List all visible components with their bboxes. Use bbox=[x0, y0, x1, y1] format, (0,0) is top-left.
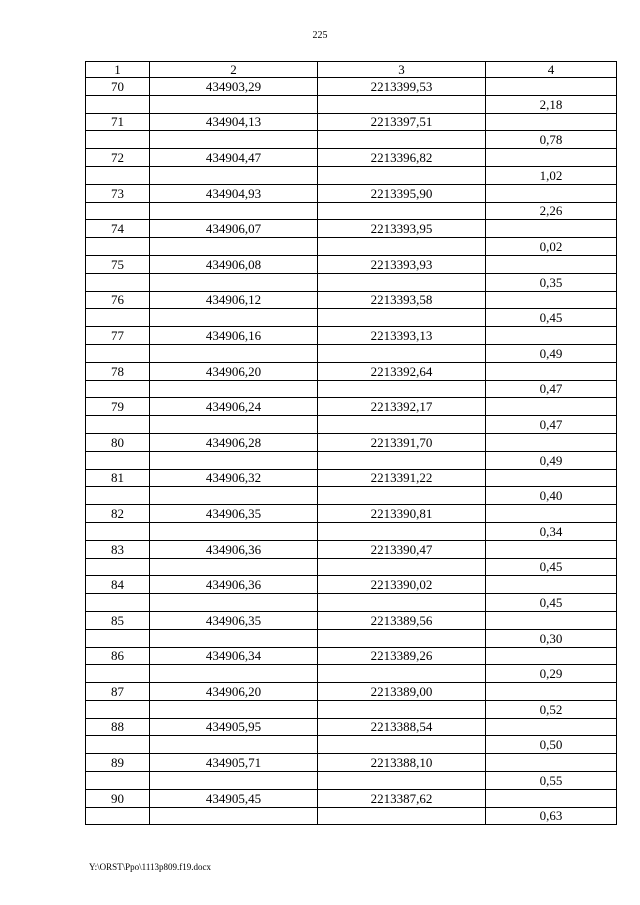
empty-cell bbox=[318, 131, 486, 149]
column-header-2: 2 bbox=[150, 62, 318, 78]
empty-cell bbox=[318, 309, 486, 327]
empty-cell bbox=[486, 540, 617, 558]
distance-cell: 0,49 bbox=[486, 451, 617, 469]
x-coordinate-cell: 434906,20 bbox=[150, 683, 318, 701]
empty-cell bbox=[150, 700, 318, 718]
y-coordinate-cell: 2213387,62 bbox=[318, 789, 486, 807]
table-row bbox=[86, 220, 617, 238]
empty-cell bbox=[486, 754, 617, 772]
table-row bbox=[86, 487, 617, 505]
empty-cell bbox=[318, 238, 486, 256]
empty-cell bbox=[486, 647, 617, 665]
distance-cell: 0,47 bbox=[486, 416, 617, 434]
empty-cell bbox=[86, 273, 150, 291]
empty-cell bbox=[86, 487, 150, 505]
y-coordinate-cell: 2213399,53 bbox=[318, 78, 486, 96]
point-number-cell: 80 bbox=[86, 433, 150, 451]
point-number-cell: 85 bbox=[86, 611, 150, 629]
empty-cell bbox=[150, 131, 318, 149]
table-row bbox=[86, 78, 617, 96]
empty-cell bbox=[150, 273, 318, 291]
empty-cell bbox=[486, 576, 617, 594]
empty-cell bbox=[318, 772, 486, 790]
x-coordinate-cell: 434906,36 bbox=[150, 540, 318, 558]
table-row bbox=[86, 398, 617, 416]
empty-cell bbox=[150, 807, 318, 825]
distance-cell: 0,63 bbox=[486, 807, 617, 825]
y-coordinate-cell: 2213389,26 bbox=[318, 647, 486, 665]
empty-cell bbox=[150, 416, 318, 434]
empty-cell bbox=[486, 220, 617, 238]
empty-cell bbox=[86, 451, 150, 469]
table-row bbox=[86, 291, 617, 309]
table-row bbox=[86, 665, 617, 683]
table-row bbox=[86, 807, 617, 825]
empty-cell bbox=[318, 344, 486, 362]
empty-cell bbox=[150, 202, 318, 220]
empty-cell bbox=[486, 255, 617, 273]
x-coordinate-cell: 434903,29 bbox=[150, 78, 318, 96]
point-number-cell: 71 bbox=[86, 113, 150, 131]
empty-cell bbox=[86, 380, 150, 398]
table-row bbox=[86, 255, 617, 273]
table-row bbox=[86, 344, 617, 362]
empty-cell bbox=[150, 487, 318, 505]
y-coordinate-cell: 2213393,58 bbox=[318, 291, 486, 309]
empty-cell bbox=[86, 594, 150, 612]
distance-cell: 0,47 bbox=[486, 380, 617, 398]
x-coordinate-cell: 434904,13 bbox=[150, 113, 318, 131]
empty-cell bbox=[150, 594, 318, 612]
empty-cell bbox=[86, 202, 150, 220]
distance-cell: 0,45 bbox=[486, 558, 617, 576]
table-row bbox=[86, 647, 617, 665]
y-coordinate-cell: 2213392,64 bbox=[318, 362, 486, 380]
y-coordinate-cell: 2213390,47 bbox=[318, 540, 486, 558]
empty-cell bbox=[486, 398, 617, 416]
empty-cell bbox=[86, 416, 150, 434]
empty-cell bbox=[486, 789, 617, 807]
empty-cell bbox=[318, 451, 486, 469]
empty-cell bbox=[150, 736, 318, 754]
y-coordinate-cell: 2213391,22 bbox=[318, 469, 486, 487]
empty-cell bbox=[318, 202, 486, 220]
empty-cell bbox=[150, 95, 318, 113]
y-coordinate-cell: 2213390,02 bbox=[318, 576, 486, 594]
empty-cell bbox=[86, 700, 150, 718]
y-coordinate-cell: 2213390,81 bbox=[318, 505, 486, 523]
table-row bbox=[86, 772, 617, 790]
table-row bbox=[86, 683, 617, 701]
x-coordinate-cell: 434906,16 bbox=[150, 327, 318, 345]
coordinates-table bbox=[85, 61, 617, 825]
x-coordinate-cell: 434906,34 bbox=[150, 647, 318, 665]
point-number-cell: 72 bbox=[86, 149, 150, 167]
table-row bbox=[86, 166, 617, 184]
table-row bbox=[86, 309, 617, 327]
empty-cell bbox=[318, 665, 486, 683]
table-row bbox=[86, 238, 617, 256]
distance-cell: 0,49 bbox=[486, 344, 617, 362]
empty-cell bbox=[486, 433, 617, 451]
empty-cell bbox=[150, 665, 318, 683]
empty-cell bbox=[486, 718, 617, 736]
point-number-cell: 81 bbox=[86, 469, 150, 487]
table-row bbox=[86, 113, 617, 131]
empty-cell bbox=[150, 558, 318, 576]
table-row bbox=[86, 718, 617, 736]
point-number-cell: 86 bbox=[86, 647, 150, 665]
distance-cell: 0,45 bbox=[486, 309, 617, 327]
distance-cell: 0,29 bbox=[486, 665, 617, 683]
distance-cell: 0,02 bbox=[486, 238, 617, 256]
y-coordinate-cell: 2213397,51 bbox=[318, 113, 486, 131]
empty-cell bbox=[318, 594, 486, 612]
empty-cell bbox=[486, 611, 617, 629]
distance-cell: 0,50 bbox=[486, 736, 617, 754]
x-coordinate-cell: 434906,08 bbox=[150, 255, 318, 273]
empty-cell bbox=[486, 291, 617, 309]
empty-cell bbox=[86, 629, 150, 647]
table-row bbox=[86, 594, 617, 612]
x-coordinate-cell: 434906,07 bbox=[150, 220, 318, 238]
table-row bbox=[86, 380, 617, 398]
empty-cell bbox=[486, 505, 617, 523]
table-row bbox=[86, 700, 617, 718]
empty-cell bbox=[318, 416, 486, 434]
table-row bbox=[86, 522, 617, 540]
empty-cell bbox=[150, 522, 318, 540]
empty-cell bbox=[486, 149, 617, 167]
column-header-3: 3 bbox=[318, 62, 486, 78]
point-number-cell: 88 bbox=[86, 718, 150, 736]
empty-cell bbox=[150, 451, 318, 469]
x-coordinate-cell: 434906,24 bbox=[150, 398, 318, 416]
y-coordinate-cell: 2213393,13 bbox=[318, 327, 486, 345]
empty-cell bbox=[486, 469, 617, 487]
table-row bbox=[86, 629, 617, 647]
empty-cell bbox=[150, 772, 318, 790]
point-number-cell: 78 bbox=[86, 362, 150, 380]
empty-cell bbox=[318, 736, 486, 754]
distance-cell: 0,40 bbox=[486, 487, 617, 505]
empty-cell bbox=[486, 113, 617, 131]
y-coordinate-cell: 2213388,54 bbox=[318, 718, 486, 736]
distance-cell: 1,02 bbox=[486, 166, 617, 184]
table-row bbox=[86, 451, 617, 469]
table-row bbox=[86, 131, 617, 149]
column-header-1: 1 bbox=[86, 62, 150, 78]
point-number-cell: 74 bbox=[86, 220, 150, 238]
table-row bbox=[86, 789, 617, 807]
x-coordinate-cell: 434905,71 bbox=[150, 754, 318, 772]
table-row bbox=[86, 149, 617, 167]
table-row bbox=[86, 736, 617, 754]
table-row bbox=[86, 327, 617, 345]
y-coordinate-cell: 2213389,00 bbox=[318, 683, 486, 701]
distance-cell: 0,30 bbox=[486, 629, 617, 647]
empty-cell bbox=[486, 683, 617, 701]
empty-cell bbox=[318, 629, 486, 647]
table-row bbox=[86, 95, 617, 113]
empty-cell bbox=[86, 665, 150, 683]
x-coordinate-cell: 434906,36 bbox=[150, 576, 318, 594]
point-number-cell: 89 bbox=[86, 754, 150, 772]
distance-cell: 0,45 bbox=[486, 594, 617, 612]
empty-cell bbox=[86, 522, 150, 540]
x-coordinate-cell: 434905,95 bbox=[150, 718, 318, 736]
x-coordinate-cell: 434904,93 bbox=[150, 184, 318, 202]
x-coordinate-cell: 434906,12 bbox=[150, 291, 318, 309]
table-row bbox=[86, 416, 617, 434]
x-coordinate-cell: 434906,35 bbox=[150, 611, 318, 629]
table-row bbox=[86, 754, 617, 772]
point-number-cell: 76 bbox=[86, 291, 150, 309]
empty-cell bbox=[318, 95, 486, 113]
point-number-cell: 90 bbox=[86, 789, 150, 807]
empty-cell bbox=[86, 238, 150, 256]
table-row bbox=[86, 540, 617, 558]
empty-cell bbox=[486, 327, 617, 345]
point-number-cell: 73 bbox=[86, 184, 150, 202]
table-row bbox=[86, 558, 617, 576]
table-row bbox=[86, 202, 617, 220]
table-row bbox=[86, 611, 617, 629]
point-number-cell: 82 bbox=[86, 505, 150, 523]
empty-cell bbox=[318, 558, 486, 576]
column-header-4: 4 bbox=[486, 62, 617, 78]
x-coordinate-cell: 434906,32 bbox=[150, 469, 318, 487]
empty-cell bbox=[486, 362, 617, 380]
empty-cell bbox=[318, 166, 486, 184]
page-number: 225 bbox=[312, 30, 328, 41]
table-row bbox=[86, 576, 617, 594]
empty-cell bbox=[86, 131, 150, 149]
table-row bbox=[86, 273, 617, 291]
distance-cell: 0,34 bbox=[486, 522, 617, 540]
y-coordinate-cell: 2213396,82 bbox=[318, 149, 486, 167]
empty-cell bbox=[150, 238, 318, 256]
x-coordinate-cell: 434904,47 bbox=[150, 149, 318, 167]
empty-cell bbox=[86, 772, 150, 790]
empty-cell bbox=[86, 95, 150, 113]
empty-cell bbox=[86, 344, 150, 362]
distance-cell: 0,55 bbox=[486, 772, 617, 790]
empty-cell bbox=[150, 629, 318, 647]
point-number-cell: 79 bbox=[86, 398, 150, 416]
empty-cell bbox=[486, 184, 617, 202]
empty-cell bbox=[86, 166, 150, 184]
distance-cell: 2,18 bbox=[486, 95, 617, 113]
distance-cell: 0,35 bbox=[486, 273, 617, 291]
point-number-cell: 70 bbox=[86, 78, 150, 96]
empty-cell bbox=[86, 736, 150, 754]
point-number-cell: 87 bbox=[86, 683, 150, 701]
y-coordinate-cell: 2213395,90 bbox=[318, 184, 486, 202]
table-row bbox=[86, 433, 617, 451]
empty-cell bbox=[318, 700, 486, 718]
y-coordinate-cell: 2213391,70 bbox=[318, 433, 486, 451]
point-number-cell: 83 bbox=[86, 540, 150, 558]
empty-cell bbox=[486, 78, 617, 96]
empty-cell bbox=[86, 807, 150, 825]
x-coordinate-cell: 434905,45 bbox=[150, 789, 318, 807]
y-coordinate-cell: 2213393,95 bbox=[318, 220, 486, 238]
x-coordinate-cell: 434906,28 bbox=[150, 433, 318, 451]
table-row bbox=[86, 362, 617, 380]
point-number-cell: 75 bbox=[86, 255, 150, 273]
empty-cell bbox=[86, 309, 150, 327]
distance-cell: 0,78 bbox=[486, 131, 617, 149]
table-row bbox=[86, 184, 617, 202]
point-number-cell: 77 bbox=[86, 327, 150, 345]
empty-cell bbox=[318, 807, 486, 825]
empty-cell bbox=[318, 273, 486, 291]
footer-file-path: Y:\ORST\Ppo\1113p809.f19.docx bbox=[89, 862, 212, 872]
x-coordinate-cell: 434906,20 bbox=[150, 362, 318, 380]
point-number-cell: 84 bbox=[86, 576, 150, 594]
y-coordinate-cell: 2213389,56 bbox=[318, 611, 486, 629]
empty-cell bbox=[318, 380, 486, 398]
y-coordinate-cell: 2213388,10 bbox=[318, 754, 486, 772]
empty-cell bbox=[150, 166, 318, 184]
table-row bbox=[86, 505, 617, 523]
table-header-row bbox=[86, 62, 617, 78]
y-coordinate-cell: 2213393,93 bbox=[318, 255, 486, 273]
x-coordinate-cell: 434906,35 bbox=[150, 505, 318, 523]
empty-cell bbox=[318, 522, 486, 540]
empty-cell bbox=[150, 344, 318, 362]
distance-cell: 2,26 bbox=[486, 202, 617, 220]
table-row bbox=[86, 469, 617, 487]
empty-cell bbox=[86, 558, 150, 576]
distance-cell: 0,52 bbox=[486, 700, 617, 718]
empty-cell bbox=[150, 380, 318, 398]
empty-cell bbox=[150, 309, 318, 327]
empty-cell bbox=[318, 487, 486, 505]
y-coordinate-cell: 2213392,17 bbox=[318, 398, 486, 416]
